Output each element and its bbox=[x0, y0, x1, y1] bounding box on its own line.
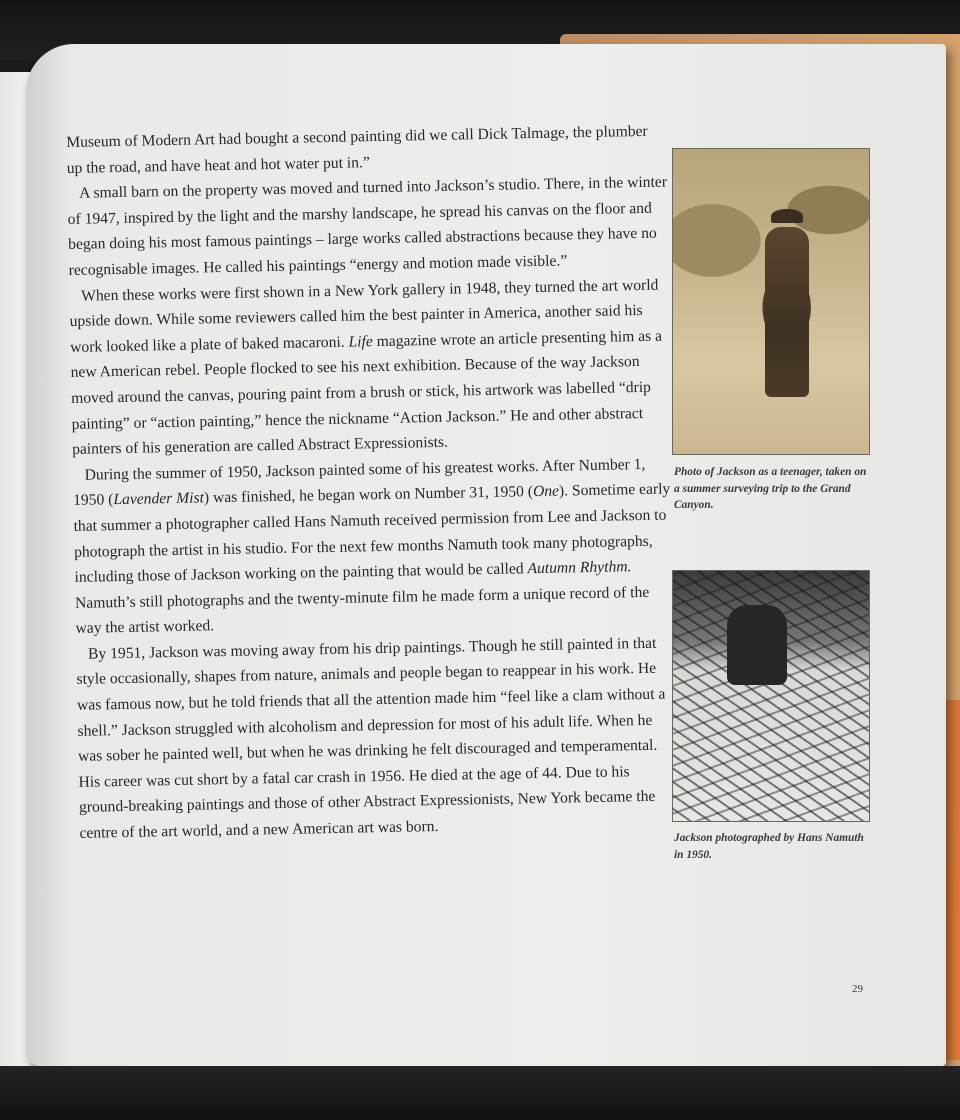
page-number: 29 bbox=[852, 983, 863, 995]
caption-namuth-photo: Jackson photographed by Hans Namuth in 1950. bbox=[674, 832, 864, 861]
table-surface bbox=[0, 1066, 960, 1120]
caption-teenage-photo: Photo of Jackson as a teenager, taken on a summer surveying trip to the Grand Canyon. bbox=[674, 466, 867, 511]
namuth-painting-photo bbox=[672, 570, 870, 822]
page-body-text bbox=[66, 118, 680, 846]
body-paragraph-3: When these works were first shown in a New York gallery in 1948, they turned the art world upside down. While some reviewers called him the best painter in America, another said his work looked like a plate of baked macaroni. Life magazine wrote an article presenting him as a new American rebel. People flocked to see his next exhibition. Because of the way Jackson moved around the canvas, pouring paint from a brush or stick, his artwork was labelled “drip painting” or “action painting,” hence the nickname “Action Jackson.” He and other abstract painters of his generation are called Abstract Expressionists. bbox=[69, 276, 663, 459]
painting-figure-shape bbox=[727, 605, 787, 685]
standing-figure-shape bbox=[765, 227, 809, 397]
body-paragraph-2: A small barn on the property was moved and turned into Jackson’s studio. There, in the winter of 1947, inspired by the light and the marshy landscape, he spread his canvas on the floor and began doing his most famous paintings – large works called abstractions because they have no recognisable images. He called his paintings “energy and motion made visible.” bbox=[67, 173, 668, 279]
teenage-jackson-photo bbox=[672, 148, 870, 455]
italic-title: One bbox=[532, 482, 560, 501]
body-paragraph-5: By 1951, Jackson was moving away from his drip paintings. Though he still painted in that style occasionally, shapes from nature, animals and people began to reappear in his work. He was famous now, but he told friends that all the attention made him “feel like a clam without a shell.” Jackson struggled with alcoholism and depression for most of his adult life. When he was sober he painted well, but when he was drinking he felt discouraged and temperamental. His career was cut short by a fatal car crash in 1956. He died at the age of 44. Due to his ground-breaking paintings and those of other Abstract Expressionists, New York became the centre of the art world, and a new American art was born. bbox=[76, 634, 666, 842]
italic-title: Autumn Rhythm. bbox=[527, 558, 632, 578]
hat-figure-shape bbox=[771, 209, 803, 223]
italic-title: Lavender Mist bbox=[113, 489, 205, 509]
italic-title: Life bbox=[348, 332, 373, 351]
body-paragraph-1: Museum of Modern Art had bought a second painting did we call Dick Talmage, the plumber up the road, and have heat and hot water put in.” bbox=[66, 122, 648, 177]
body-paragraph-4: During the summer of 1950, Jackson painted some of his greatest works. After Number 1, 1950 (Lavender Mist) was finished, he began work on Number 31, 1950 (One). Sometime early that summer a photographer called Hans Namuth received permission from Lee and Jackson to photograph the artist in his studio. For the next few months Namuth took many photographs, including those of Jackson working on the painting that would be called Autumn Rhythm. Namuth’s still photographs and the twenty-minute film he made form a unique record of the way the artist worked. bbox=[72, 455, 671, 638]
